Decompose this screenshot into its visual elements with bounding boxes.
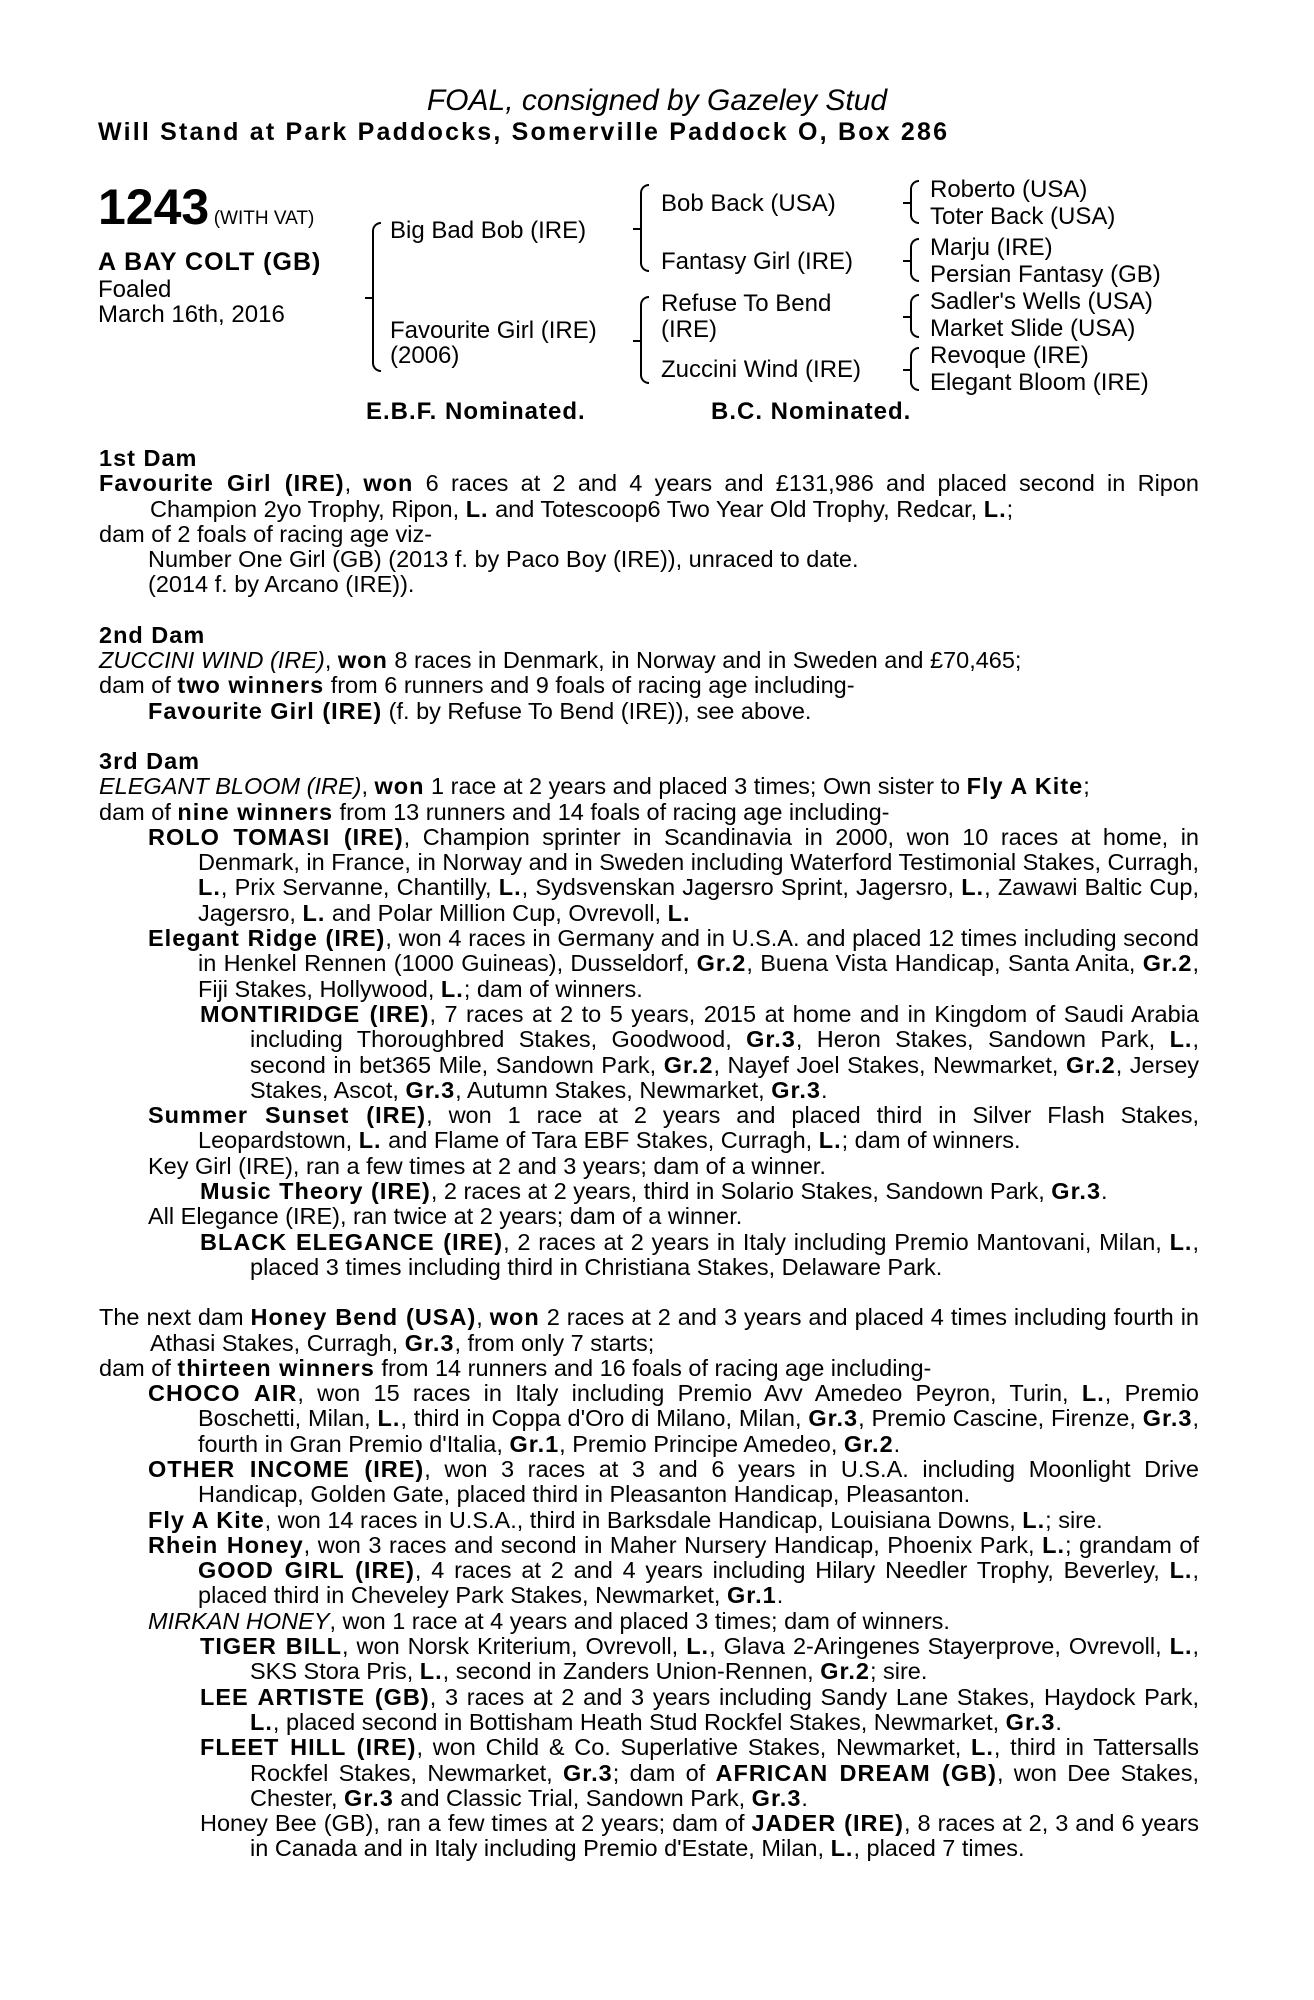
- lee-artiste-entry: LEE ARTISTE (GB), 3 races at 2 and 3 years including Sandy Lane Stakes, Haydock Park, L., placed second in Bottisham Heath Stud Rockfel Stakes, Newmarket, Gr.3.: [200, 1683, 1199, 1735]
- foaled-label: Foaled: [98, 276, 172, 303]
- pedigree-notes: [99, 446, 1199, 1862]
- ancestor-sds: Marju (IRE): [930, 234, 1053, 261]
- sires-sire-name: Bob Back (USA): [661, 190, 836, 217]
- sires-dam-name: Fantasy Girl (IRE): [661, 248, 854, 275]
- other-income-entry: OTHER INCOME (IRE), won 3 races at 3 and 6 years in U.S.A. including Moonlight Drive Handicap, Golden Gate, placed third in Pleasanton Handicap, Pleasanton.: [148, 1455, 1199, 1508]
- dams-sire-name: Refuse To Bend: [661, 290, 832, 317]
- fleet-hill-entry: FLEET HILL (IRE), won Child & Co. Superlative Stakes, Newmarket, L., third in Tattersalls Rockfel Stakes, Newmarket, Gr.3; dam of AFRICAN DREAM (GB), won Dee Stakes, Chester, Gr.3 and Classic Trial, Sandown Park, Gr.3.: [200, 1734, 1199, 1811]
- ancestor-ddd: Elegant Bloom (IRE): [930, 369, 1149, 396]
- pedigree-brace-dd: [910, 347, 919, 391]
- all-elegance-entry: All Elegance (IRE), ran twice at 2 years; dam of a winner.: [148, 1203, 743, 1230]
- dams-dam-name: Zuccini Wind (IRE): [661, 356, 862, 383]
- dams-sire-country: (IRE): [661, 316, 717, 343]
- second-dam-produce: dam of two winners from 6 runners and 9 foals of racing age including-: [99, 672, 855, 699]
- ancestor-ssd: Toter Back (USA): [930, 203, 1116, 230]
- first-dam-foal-2: (2014 f. by Arcano (IRE)).: [148, 571, 415, 598]
- pedigree-brace-ds: [910, 294, 919, 338]
- tiger-bill-entry: TIGER BILL, won Norsk Kriterium, Ovrevoll, L., Glava 2-Aringenes Stayerprove, Ovrevoll, L., SKS Stora Pris, L., second in Zanders Union-Rennen, Gr.2; sire.: [200, 1633, 1200, 1685]
- dam-name: Favourite Girl (IRE): [390, 317, 597, 344]
- lot-number-line: [98, 178, 314, 236]
- dam-year: (2006): [390, 342, 460, 369]
- consignor-title: FOAL, consigned by Gazeley Stud: [426, 84, 888, 117]
- next-dam-produce: dam of thirteen winners from 14 runners and 16 foals of racing age including-: [99, 1354, 932, 1381]
- ancestor-dds: Revoque (IRE): [930, 342, 1089, 369]
- ancestor-sdd: Persian Fantasy (GB): [930, 261, 1161, 288]
- rolo-tomasi-entry: ROLO TOMASI (IRE), Champion sprinter in Scandinavia in 2000, won 10 races at home, in Denmark, in France, in Norway and in Sweden including Waterford Testimonial Stakes, Curragh, L., Prix Servanne, Chantilly, L., Sydsvenskan Jagersro Sprint, Jagersro, L., Zawawi Baltic Cup, Jagersro, L. and Polar Million Cup, Ovrevoll, L.: [148, 823, 1199, 926]
- black-elegance-entry: BLACK ELEGANCE (IRE), 2 races at 2 years in Italy including Premio Mantovani, Milan, L., placed 3 times including third in Christiana Stakes, Delaware Park.: [200, 1228, 1199, 1280]
- ancestor-dsd: Market Slide (USA): [930, 315, 1136, 342]
- ancestor-sss: Roberto (USA): [930, 176, 1088, 203]
- first-dam-entry: Favourite Girl (IRE), won 6 races at 2 and 4 years and £131,986 and placed second in Ripon Champion 2yo Trophy, Ripon, L. and Totescoop6 Two Year Old Trophy, Redcar, L.;: [99, 470, 1199, 522]
- next-dam-entry: The next dam Honey Bend (USA), won 2 races at 2 and 3 years and placed 4 times including fourth in Athasi Stakes, Curragh, Gr.3, from only 7 starts;: [99, 1304, 1199, 1356]
- pedigree-brace-main: [372, 222, 381, 372]
- third-dam-heading: 3rd Dam: [99, 747, 201, 774]
- third-dam-entry: ELEGANT BLOOM (IRE), won 1 race at 2 years and placed 3 times; Own sister to Fly A Kite;: [99, 773, 1090, 800]
- stabling-location: Will Stand at Park Paddocks, Somerville Paddock O, Box 286: [98, 118, 950, 146]
- mirkan-honey-entry: MIRKAN HONEY, won 1 race at 4 years and placed 3 times; dam of winners.: [148, 1607, 950, 1634]
- fly-a-kite-entry: Fly A Kite, won 14 races in U.S.A., third in Barksdale Handicap, Louisiana Downs, L.; sire.: [148, 1506, 1103, 1533]
- first-dam-produce: dam of 2 foals of racing age viz-: [99, 520, 433, 547]
- ancestor-dss: Sadler's Wells (USA): [930, 288, 1153, 315]
- rhein-honey-entry: Rhein Honey, won 3 races and second in Maher Nursery Handicap, Phoenix Park, L.; grandam of GOOD GIRL (IRE), 4 races at 2 and 4 years including Hilary Needler Trophy, Beverley, L., placed third in Cheveley Park Stakes, Newmarket, Gr.1.: [148, 1531, 1200, 1609]
- music-theory-entry: Music Theory (IRE), 2 races at 2 years, third in Solario Stakes, Sandown Park, Gr.3.: [200, 1178, 1108, 1205]
- first-dam-heading: 1st Dam: [99, 445, 198, 471]
- sire-name: Big Bad Bob (IRE): [390, 217, 587, 244]
- pedigree-brace-ss: [910, 180, 919, 224]
- third-dam-produce: dam of nine winners from 13 runners and 14 foals of racing age including-: [99, 798, 890, 825]
- bc-nominated: B.C. Nominated.: [711, 398, 912, 425]
- lot-name: A BAY COLT (GB): [98, 248, 322, 276]
- foaled-date: March 16th, 2016: [98, 301, 285, 328]
- second-dam-entry: ZUCCINI WIND (IRE), won 8 races in Denmark, in Norway and in Sweden and £70,465;: [99, 647, 1022, 674]
- elegant-ridge-entry: Elegant Ridge (IRE), won 4 races in Germany and in U.S.A. and placed 12 times including second in Henkel Rennen (1000 Guineas), Dusseldorf, Gr.2, Buena Vista Handicap, Santa Anita, Gr.2, Fiji Stakes, Hollywood, L.; dam of winners.: [148, 925, 1199, 1002]
- second-dam-heading: 2nd Dam: [99, 621, 206, 648]
- pedigree-brace-dam: [640, 296, 649, 384]
- pedigree-brace-sire: [640, 184, 649, 272]
- choco-air-entry: CHOCO AIR, won 15 races in Italy including Premio Avv Amedeo Peyron, Turin, L., Premio Boschetti, Milan, L., third in Coppa d'Oro di Milano, Milan, Gr.3, Premio Cascine, Firenze, Gr.3, fourth in Gran Premio d'Italia, Gr.1, Premio Principe Amedeo, Gr.2.: [148, 1380, 1200, 1457]
- montiridge-entry: MONTIRIDGE (IRE), 7 races at 2 to 5 years, 2015 at home and in Kingdom of Saudi Arabia including Thoroughbred Stakes, Goodwood, Gr.3, Heron Stakes, Sandown Park, L., second in bet365 Mile, Sandown Park, Gr.2, Nayef Joel Stakes, Newmarket, Gr.2, Jersey Stakes, Ascot, Gr.3, Autumn Stakes, Newmarket, Gr.3.: [200, 1000, 1200, 1103]
- first-dam-foal-1: Number One Girl (GB) (2013 f. by Paco Boy (IRE)), unraced to date.: [148, 546, 859, 573]
- summer-sunset-entry: Summer Sunset (IRE), won 1 race at 2 years and placed third in Silver Flash Stakes, Leopardstown, L. and Flame of Tara EBF Stakes, Curragh, L.; dam of winners.: [148, 1102, 1199, 1154]
- key-girl-entry: Key Girl (IRE), ran a few times at 2 and 3 years; dam of a winner.: [148, 1152, 826, 1179]
- second-dam-foal: Favourite Girl (IRE) (f. by Refuse To Bend (IRE)), see above.: [148, 697, 812, 724]
- ebf-nominated: E.B.F. Nominated.: [366, 398, 586, 425]
- pedigree-brace-sd: [910, 238, 919, 282]
- lot-number: 1243: [98, 179, 210, 235]
- vat-label: (WITH VAT): [213, 208, 315, 229]
- honey-bee-entry: Honey Bee (GB), ran a few times at 2 years; dam of JADER (IRE), 8 races at 2, 3 and 6 years in Canada and in Italy including Premio d'Estate, Milan, L., placed 7 times.: [200, 1810, 1200, 1862]
